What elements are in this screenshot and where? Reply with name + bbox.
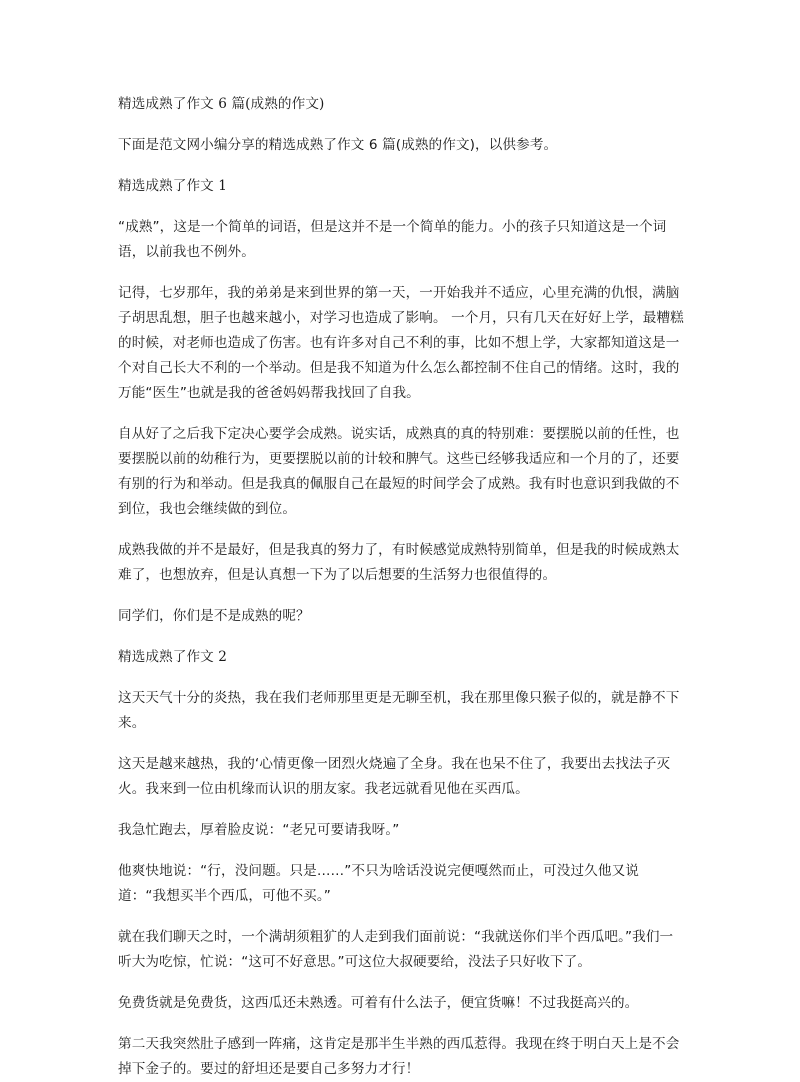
essay-2-paragraph-1: 这天天气十分的炎热，我在我们老师那里更是无聊至机，我在那里像只猴子似的，就是静不下来。 [118,690,680,731]
essay-1-paragraph-3: 自从好了之后我下定决心要学会成熟。说实话，成熟真的真的特别难：要摆脱以前的任性，也要摆脱以前的幼稚行为，更要摆脱以前的计较和脾气。这些已经够我适应和一个月的了，还要有别的行为和举动。但是我真的佩服自己在最短的时间学会了成熟。我有时也意识到我做的不到位，我也会继续做的到位。 [118,426,680,517]
essay-1-paragraph-5: 同学们，你们是不是成熟的呢？ [118,608,310,624]
essay-2-paragraph-4: 他爽快地说：“行，没问题。只是……”不只为啥话没说完便嘎然而止，可没过久他又说道：“我想买半个西瓜，可他不买。” [118,863,639,904]
essay-2-paragraph-2: 这天是越来越热，我的‘心情更像一团烈火烧遍了全身。我在也呆不住了，我要出去找法子灭火。我来到一位由机缘而认识的朋友家。我老远就看见他在买西瓜。 [118,756,671,797]
document-page [118,92,684,1082]
essay-2-paragraph-3: 我急忙跑去，厚着脸皮说：“老兄可要请我呀。” [118,822,400,838]
document-title: 精选成熟了作文 6 篇(成熟的作文) [118,96,325,112]
essay-2-paragraph-7: 第二天我突然肚子感到一阵痛，这肯定是那半生半熟的西瓜惹得。我现在终于明白天上是不会掉下金子的。要过的舒坦还是要自己多努力才行！ [118,1036,680,1077]
essay-1-heading: 精选成熟了作文 1 [118,178,228,194]
intro-paragraph: 下面是范文网小编分享的精选成熟了作文 6 篇(成熟的作文)，以供参考。 [118,137,558,153]
essay-2-heading: 精选成熟了作文 2 [118,649,228,665]
essay-2-paragraph-6: 免费货就是免费货，这西瓜还未熟透。可着有什么法子，便宜货嘛！不过我挺高兴的。 [118,995,639,1011]
essay-1-paragraph-1: “成熟”，这是一个简单的词语，但是这并不是一个简单的能力。小的孩子只知道这是一个词语，以前我也不例外。 [118,219,667,260]
essay-1-paragraph-4: 成熟我做的并不是最好，但是我真的努力了，有时候感觉成熟特别简单，但是我的时候成熟太难了，也想放弃，但是认真想一下为了以后想要的生活努力也很值得的。 [118,542,680,583]
essay-2-paragraph-5: 就在我们聊天之时，一个满胡须粗犷的人走到我们面前说：“我就送你们半个西瓜吧。”我们一听大为吃惊，忙说：“这可不好意思。”可这位大叔硬要给，没法子只好收下了。 [118,929,674,970]
essay-1-paragraph-2: 记得，七岁那年，我的弟弟是来到世界的第一天，一开始我并不适应，心里充满的仇恨，满脑子胡思乱想，胆子也越来越小，对学习也造成了影响。 一个月，只有几天在好好上学，最糟糕的时候，对老师也造成了伤害。也有许多对自己不利的事，比如不想上学，大家都知道这是一个对自己长大不利的一个举动。但是我不知道为什么怎么都控制不住自己的情绪。这时，我的万能“医生”也就是我的爸爸妈妈帮我找回了自我。 [118,285,684,401]
